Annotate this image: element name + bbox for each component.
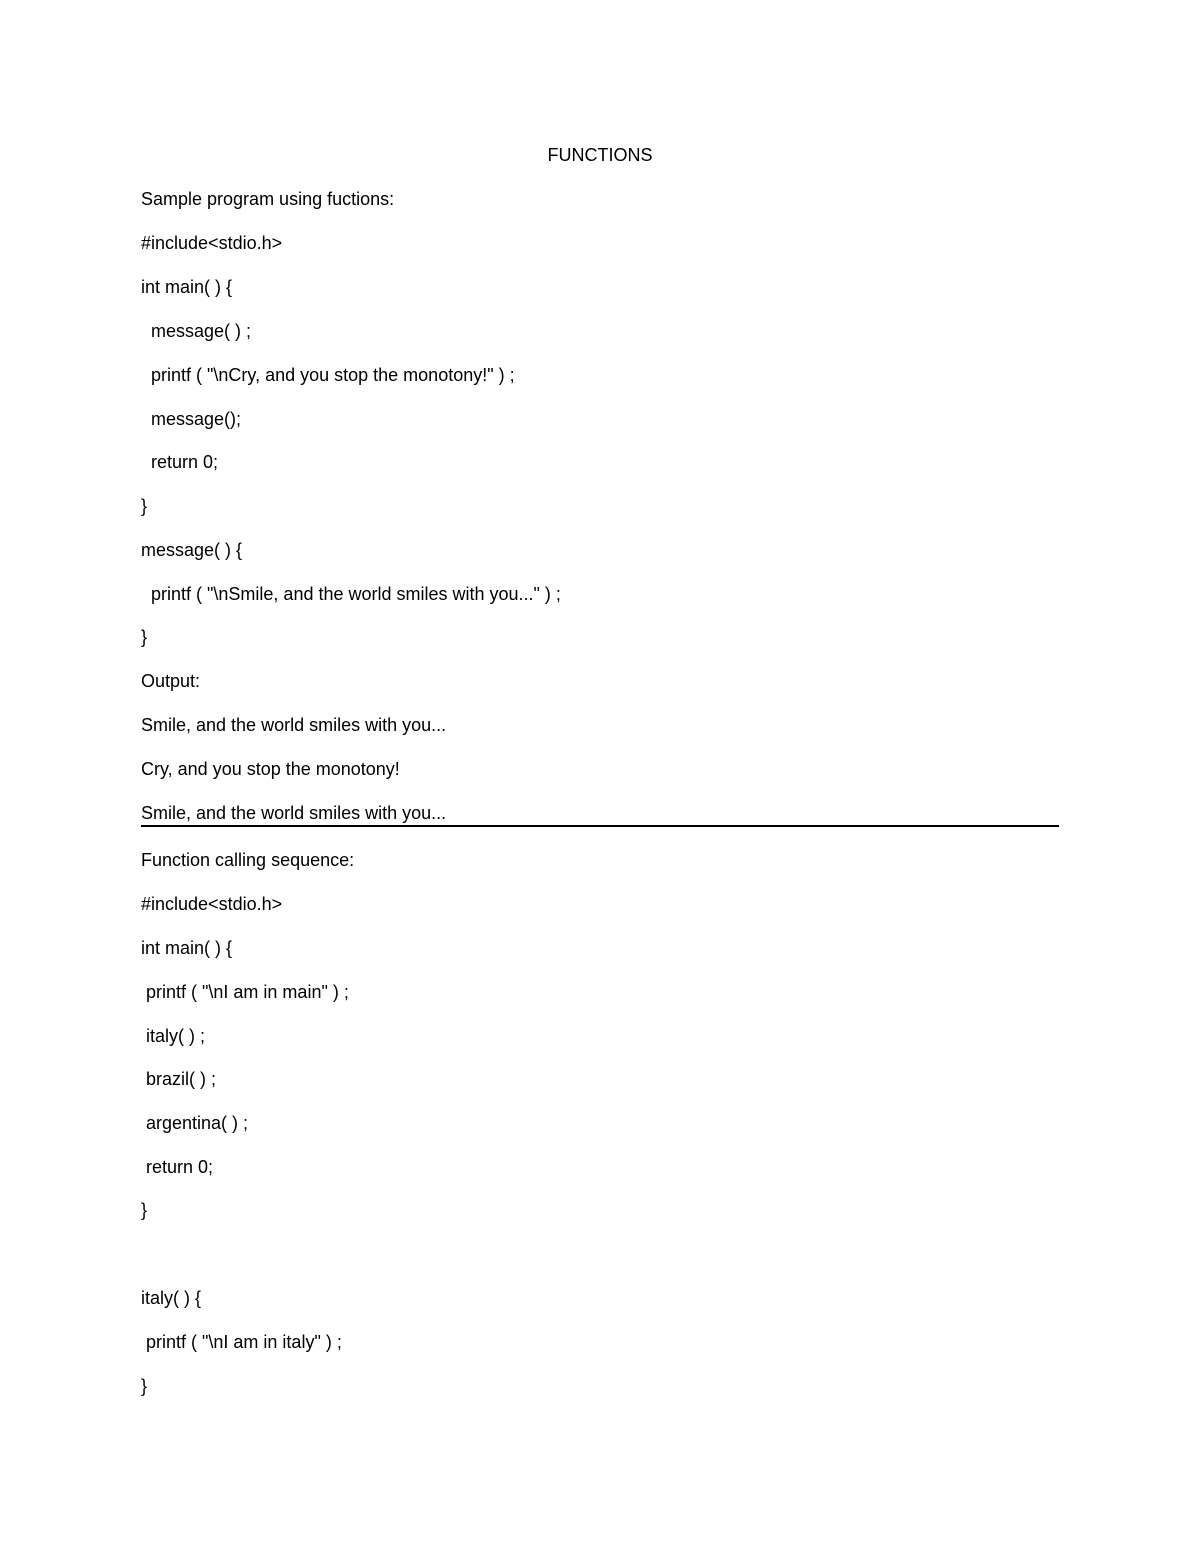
code-line: return 0; <box>141 1157 214 1177</box>
code-line: #include<stdio.h> <box>141 894 283 914</box>
code-line: italy( ) { <box>141 1288 202 1308</box>
code-line: brazil( ) ; <box>141 1069 217 1089</box>
code-line: message( ) ; <box>141 321 252 341</box>
code-line: argentina( ) ; <box>141 1113 249 1133</box>
code-line: italy( ) ; <box>141 1026 206 1046</box>
code-line: message( ) { <box>141 540 243 560</box>
output-line: Smile, and the world smiles with you... <box>141 715 447 735</box>
code-line: printf ( "\nI am in italy" ) ; <box>141 1332 342 1352</box>
code-line: #include<stdio.h> <box>141 233 283 253</box>
page-title: FUNCTIONS <box>547 145 653 165</box>
code-line: printf ( "\nI am in main" ) ; <box>141 982 349 1002</box>
section-heading-sample-program: Sample program using fuctions: <box>141 189 395 209</box>
code-line: int main( ) { <box>141 938 233 958</box>
code-line: message(); <box>141 409 242 429</box>
code-line: } <box>141 496 148 516</box>
code-line: return 0; <box>141 452 219 472</box>
code-line: } <box>141 627 148 647</box>
code-line: printf ( "\nCry, and you stop the monotony!" ) ; <box>141 365 515 385</box>
code-line: } <box>141 1200 148 1220</box>
code-line: printf ( "\nSmile, and the world smiles with you..." ) ; <box>141 584 561 604</box>
output-label: Output: <box>141 671 201 691</box>
code-line: int main( ) { <box>141 277 233 297</box>
code-line: } <box>141 1376 148 1396</box>
output-line: Smile, and the world smiles with you... <box>141 803 447 823</box>
section-heading-calling-sequence: Function calling sequence: <box>141 850 355 870</box>
horizontal-divider <box>141 825 1059 827</box>
output-line: Cry, and you stop the monotony! <box>141 759 400 779</box>
